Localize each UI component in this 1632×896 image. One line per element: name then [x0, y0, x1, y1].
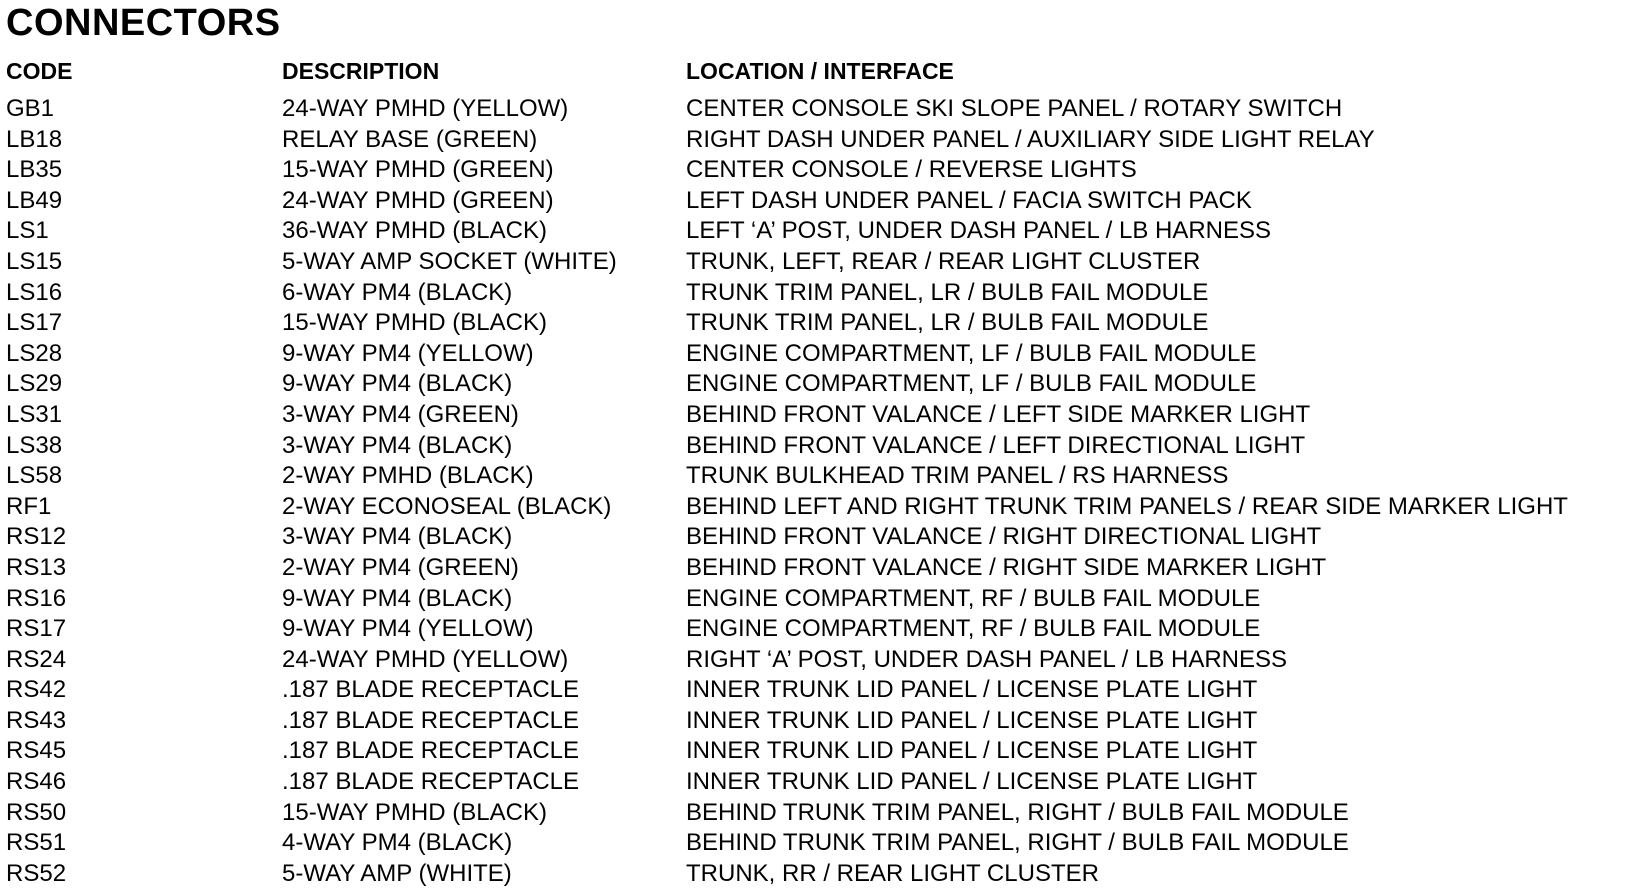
cell-location: BEHIND TRUNK TRIM PANEL, RIGHT / BULB FAIL MODULE	[686, 829, 1349, 857]
table-row	[0, 584, 1632, 615]
cell-description: 15-WAY PMHD (GREEN)	[282, 156, 554, 184]
table-row	[0, 125, 1632, 156]
cell-description: 9-WAY PM4 (YELLOW)	[282, 615, 534, 643]
cell-description: 2-WAY ECONOSEAL (BLACK)	[282, 492, 612, 520]
cell-description: .187 BLADE RECEPTACLE	[282, 737, 580, 765]
table-header	[0, 56, 1632, 86]
cell-code: RS16	[6, 584, 67, 612]
cell-code: LS31	[6, 400, 63, 428]
cell-description: 3-WAY PM4 (BLACK)	[282, 523, 513, 551]
cell-code: RS24	[6, 645, 67, 673]
cell-code: LS16	[6, 278, 63, 306]
cell-description: 9-WAY PM4 (BLACK)	[282, 370, 513, 398]
cell-code: LS17	[6, 309, 63, 337]
cell-location: LEFT DASH UNDER PANEL / FACIA SWITCH PACK	[686, 186, 1252, 214]
table-row	[0, 828, 1632, 859]
column-header-location: LOCATION / INTERFACE	[686, 58, 954, 84]
cell-location: RIGHT DASH UNDER PANEL / AUXILIARY SIDE LIGHT RELAY	[686, 125, 1375, 153]
cell-code: RS52	[6, 859, 67, 887]
table-row	[0, 798, 1632, 829]
cell-description: 9-WAY PM4 (YELLOW)	[282, 339, 534, 367]
cell-description: 3-WAY PM4 (BLACK)	[282, 431, 513, 459]
cell-description: 36-WAY PMHD (BLACK)	[282, 217, 547, 245]
table-row	[0, 278, 1632, 309]
cell-code: LS15	[6, 247, 63, 275]
cell-description: .187 BLADE RECEPTACLE	[282, 768, 580, 796]
cell-code: LS38	[6, 431, 63, 459]
cell-location: ENGINE COMPARTMENT, LF / BULB FAIL MODULE	[686, 370, 1257, 398]
cell-location: TRUNK TRIM PANEL, LR / BULB FAIL MODULE	[686, 278, 1209, 306]
table-row	[0, 645, 1632, 676]
cell-location: BEHIND FRONT VALANCE / RIGHT SIDE MARKER LIGHT	[686, 553, 1327, 581]
cell-location: TRUNK BULKHEAD TRIM PANEL / RS HARNESS	[686, 462, 1229, 490]
cell-location: CENTER CONSOLE SKI SLOPE PANEL / ROTARY SWITCH	[686, 95, 1343, 122]
cell-location: TRUNK TRIM PANEL, LR / BULB FAIL MODULE	[686, 309, 1209, 337]
cell-code: RS46	[6, 768, 67, 796]
cell-description: 4-WAY PM4 (BLACK)	[282, 829, 513, 857]
cell-description: 24-WAY PMHD (YELLOW)	[282, 645, 569, 673]
table-row	[0, 767, 1632, 798]
table-row	[0, 492, 1632, 523]
table-row	[0, 553, 1632, 584]
cell-description: 5-WAY AMP (WHITE)	[282, 859, 512, 887]
cell-location: CENTER CONSOLE / REVERSE LIGHTS	[686, 156, 1137, 184]
table-row	[0, 216, 1632, 247]
cell-location: RIGHT ‘A’ POST, UNDER DASH PANEL / LB HARNESS	[686, 645, 1288, 673]
cell-code: RS17	[6, 615, 67, 643]
cell-location: ENGINE COMPARTMENT, LF / BULB FAIL MODULE	[686, 339, 1257, 367]
table-row	[0, 614, 1632, 645]
cell-location: ENGINE COMPARTMENT, RF / BULB FAIL MODULE	[686, 584, 1261, 612]
column-header-description: DESCRIPTION	[282, 58, 440, 84]
table-row	[0, 522, 1632, 553]
cell-description: 15-WAY PMHD (BLACK)	[282, 309, 547, 337]
cell-code: RF1	[6, 492, 52, 520]
cell-location: TRUNK, LEFT, REAR / REAR LIGHT CLUSTER	[686, 247, 1201, 275]
cell-description: 3-WAY PM4 (GREEN)	[282, 400, 519, 428]
cell-location: LEFT ‘A’ POST, UNDER DASH PANEL / LB HARNESS	[686, 217, 1272, 245]
table-row	[0, 736, 1632, 767]
cell-code: LB18	[6, 125, 63, 153]
cell-description: .187 BLADE RECEPTACLE	[282, 676, 580, 704]
cell-code: RS51	[6, 829, 67, 857]
cell-description: 2-WAY PMHD (BLACK)	[282, 462, 534, 490]
table-row	[0, 155, 1632, 186]
cell-code: LB35	[6, 156, 63, 184]
cell-location: INNER TRUNK LID PANEL / LICENSE PLATE LIGHT	[686, 737, 1258, 765]
cell-location: ENGINE COMPARTMENT, RF / BULB FAIL MODULE	[686, 615, 1261, 643]
cell-code: RS42	[6, 676, 67, 704]
cell-code: RS50	[6, 798, 67, 826]
table-row	[0, 859, 1632, 890]
connector-table	[0, 94, 1632, 889]
table-row	[0, 706, 1632, 737]
cell-location: BEHIND LEFT AND RIGHT TRUNK TRIM PANELS / REAR SIDE MARKER LIGHT	[686, 492, 1568, 520]
table-row	[0, 186, 1632, 217]
cell-code: LS29	[6, 370, 63, 398]
cell-description: 24-WAY PMHD (GREEN)	[282, 186, 554, 214]
cell-location: BEHIND TRUNK TRIM PANEL, RIGHT / BULB FAIL MODULE	[686, 798, 1349, 826]
cell-description: 5-WAY AMP SOCKET (WHITE)	[282, 247, 617, 275]
table-row	[0, 461, 1632, 492]
table-row	[0, 247, 1632, 278]
table-row	[0, 675, 1632, 706]
cell-location: INNER TRUNK LID PANEL / LICENSE PLATE LIGHT	[686, 676, 1258, 704]
cell-description: RELAY BASE (GREEN)	[282, 125, 538, 153]
cell-location: INNER TRUNK LID PANEL / LICENSE PLATE LIGHT	[686, 768, 1258, 796]
table-row	[0, 431, 1632, 462]
cell-description: 24-WAY PMHD (YELLOW)	[282, 95, 569, 122]
cell-description: .187 BLADE RECEPTACLE	[282, 706, 580, 734]
column-header-code: CODE	[6, 58, 73, 84]
cell-code: RS45	[6, 737, 67, 765]
cell-description: 15-WAY PMHD (BLACK)	[282, 798, 547, 826]
cell-code: LS28	[6, 339, 63, 367]
cell-description: 2-WAY PM4 (GREEN)	[282, 553, 519, 581]
cell-code: RS13	[6, 553, 67, 581]
cell-location: INNER TRUNK LID PANEL / LICENSE PLATE LIGHT	[686, 706, 1258, 734]
cell-code: RS43	[6, 706, 67, 734]
table-row	[0, 400, 1632, 431]
cell-description: 6-WAY PM4 (BLACK)	[282, 278, 513, 306]
table-row	[0, 369, 1632, 400]
cell-description: 9-WAY PM4 (BLACK)	[282, 584, 513, 612]
cell-location: BEHIND FRONT VALANCE / LEFT SIDE MARKER LIGHT	[686, 400, 1311, 428]
cell-code: LS58	[6, 462, 63, 490]
cell-code: GB1	[6, 95, 55, 122]
table-row	[0, 94, 1632, 125]
cell-location: BEHIND FRONT VALANCE / RIGHT DIRECTIONAL LIGHT	[686, 523, 1322, 551]
cell-code: RS12	[6, 523, 67, 551]
table-row	[0, 339, 1632, 370]
cell-code: LB49	[6, 186, 63, 214]
cell-location: BEHIND FRONT VALANCE / LEFT DIRECTIONAL LIGHT	[686, 431, 1306, 459]
cell-code: LS1	[6, 217, 49, 245]
table-row	[0, 308, 1632, 339]
cell-location: TRUNK, RR / REAR LIGHT CLUSTER	[686, 859, 1099, 887]
page-title: CONNECTORS	[6, 2, 281, 44]
